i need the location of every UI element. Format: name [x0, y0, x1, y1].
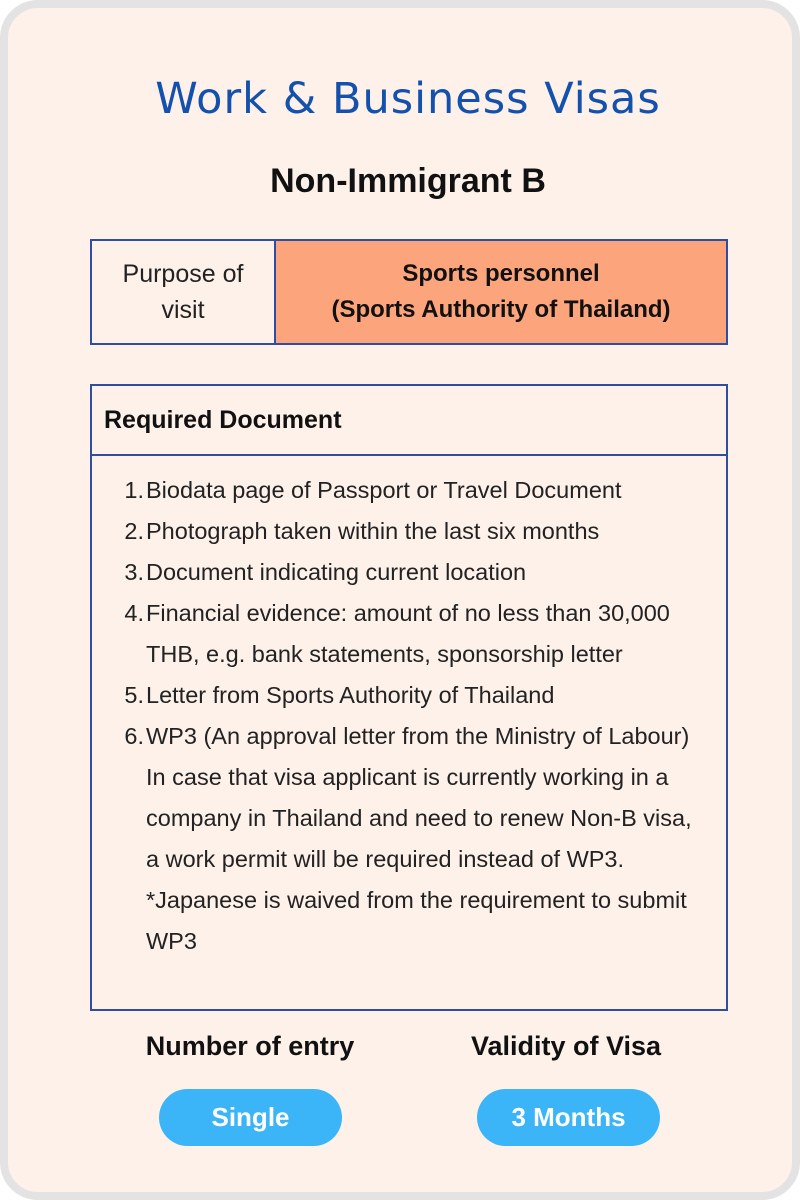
purpose-value-line-2: (Sports Authority of Thailand): [331, 296, 671, 323]
list-item-number: 4.: [124, 600, 144, 626]
required-documents-list: [92, 456, 726, 962]
entry-value-badge: Single: [159, 1089, 342, 1146]
list-item: [92, 675, 706, 716]
list-item-text: Document indicating current location: [146, 559, 527, 585]
list-item-number: 5.: [124, 682, 144, 708]
list-item: [92, 552, 706, 593]
list-item-text: Photograph taken within the last six months: [146, 518, 600, 544]
list-item-number: 2.: [124, 518, 144, 544]
page-title: Work & Business Visas: [155, 74, 661, 124]
purpose-label: Purpose of visit: [92, 241, 276, 343]
list-item-text: Biodata page of Passport or Travel Document: [146, 477, 622, 503]
list-item: [92, 511, 706, 552]
validity-value-badge: 3 Months: [477, 1089, 660, 1146]
purpose-value: [276, 241, 726, 343]
list-item-text: WP3 (An approval letter from the Ministry of Labour) In case that visa applicant is currently working in a company in Thailand and need to renew Non-B visa, a work permit will be required instead of WP3. *Japanese is waived from the requirement to submit WP3: [146, 723, 692, 954]
list-item-text: Financial evidence: amount of no less than 30,000 THB, e.g. bank statements, sponsorship letter: [146, 600, 670, 667]
list-item-number: 6.: [124, 723, 144, 749]
list-item: [92, 593, 706, 675]
required-documents-heading: Required Document: [92, 386, 726, 456]
purpose-table: [90, 239, 728, 345]
visa-type-subtitle: Non-Immigrant B: [270, 162, 546, 200]
validity-of-visa-label: Validity of Visa: [470, 1031, 662, 1061]
purpose-value-line-1: Sports personnel: [402, 260, 600, 287]
number-of-entry-label: Number of entry: [145, 1031, 355, 1061]
list-item: [92, 470, 706, 511]
list-item-number: 1.: [124, 477, 144, 503]
list-item-number: 3.: [124, 559, 144, 585]
required-documents-table: [90, 384, 728, 1011]
list-item-text: Letter from Sports Authority of Thailand: [146, 682, 555, 708]
list-item: [92, 716, 706, 962]
